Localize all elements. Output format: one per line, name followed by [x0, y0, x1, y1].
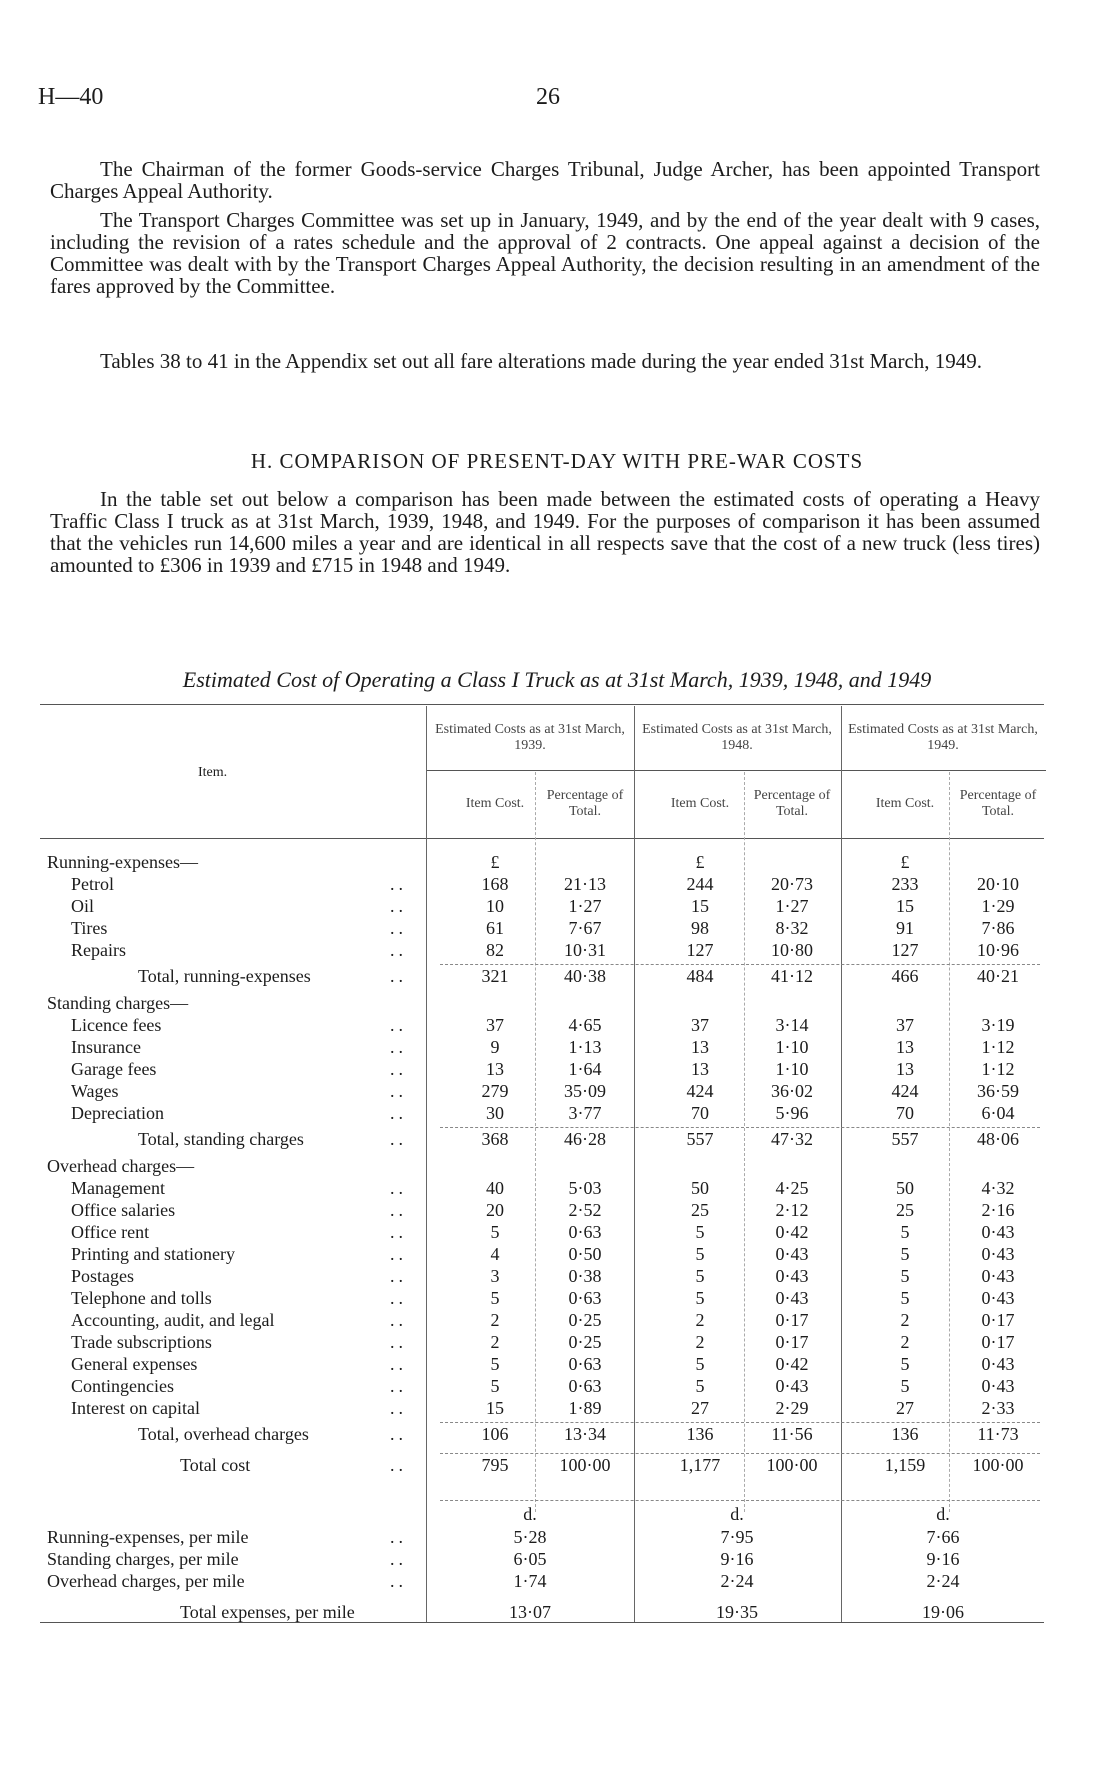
pence-mark: d. [730, 1504, 744, 1524]
per-mile-value: 6·05 [513, 1549, 547, 1569]
group-header: Estimated Costs as at 31st March, 1949. [848, 722, 1038, 753]
percentage-value: 1·64 [568, 1059, 602, 1079]
percentage-value: 4·25 [775, 1178, 809, 1198]
pence-mark: d. [936, 1504, 950, 1524]
item-cost-value: 1,177 [679, 1455, 721, 1475]
percentage-value: 1·13 [568, 1037, 602, 1057]
percentage-value: 0·17 [775, 1310, 809, 1330]
leader-dots: .. [390, 1103, 407, 1123]
item-cost-value: 2 [900, 1332, 910, 1352]
item-cost-value: 82 [486, 940, 504, 960]
column-divider [841, 706, 842, 1622]
percentage-value: 2·33 [981, 1398, 1015, 1418]
item-cost-value: 25 [691, 1200, 709, 1220]
percentage-value: 1·10 [775, 1037, 809, 1057]
row-label: Postages [71, 1266, 134, 1286]
header-bottom-rule [40, 838, 1044, 839]
leader-dots: .. [390, 966, 407, 986]
percentage-header: Percentage of Total. [753, 788, 831, 819]
percentage-value: 2·29 [775, 1398, 809, 1418]
item-cost-value: 5 [490, 1376, 500, 1396]
item-cost-value: 15 [896, 896, 914, 916]
row-label: Tires [71, 918, 108, 938]
item-cost-value: 5 [900, 1288, 910, 1308]
leader-dots: .. [390, 1081, 407, 1101]
item-cost-value: 136 [686, 1424, 714, 1444]
percentage-value: 1·89 [568, 1398, 602, 1418]
percentage-value: 0·25 [568, 1332, 602, 1352]
row-label: Printing and stationery [71, 1244, 235, 1264]
item-cost-value: 9 [490, 1037, 500, 1057]
item-cost-value: 2 [490, 1310, 500, 1330]
percentage-value: 0·42 [775, 1222, 809, 1242]
percentage-value: 0·42 [775, 1354, 809, 1374]
item-cost-value: 98 [691, 918, 709, 938]
percentage-value: 47·32 [771, 1129, 813, 1149]
item-cost-value: 10 [486, 896, 504, 916]
percentage-value: 100·00 [972, 1455, 1024, 1475]
percentage-value: 20·73 [771, 874, 813, 894]
item-cost-value: 424 [891, 1081, 919, 1101]
percentage-value: 3·14 [775, 1015, 809, 1035]
item-cost-value: 13 [896, 1059, 914, 1079]
row-label: Petrol [71, 874, 114, 894]
percentage-value: 40·38 [564, 966, 606, 986]
row-label: Depreciation [71, 1103, 164, 1123]
percentage-value: 1·10 [775, 1059, 809, 1079]
item-cost-value: 557 [891, 1129, 919, 1149]
leader-dots: .. [390, 1310, 407, 1330]
item-cost-value: 321 [481, 966, 509, 986]
percentage-value: 10·31 [564, 940, 606, 960]
item-cost-header: Item Cost. [465, 796, 525, 811]
leader-dots: .. [390, 1059, 407, 1079]
per-mile-value: 5·28 [513, 1527, 547, 1547]
item-cost-value: 4 [490, 1244, 500, 1264]
percentage-value: 20·10 [977, 874, 1019, 894]
total-row-label: Total, standing charges [138, 1129, 304, 1149]
total-rule [440, 964, 1040, 965]
percentage-value: 0·43 [981, 1222, 1015, 1242]
item-cost-value: 13 [486, 1059, 504, 1079]
per-mile-value: 7·66 [926, 1527, 960, 1547]
per-mile-value: 9·16 [720, 1549, 754, 1569]
item-cost-value: 279 [481, 1081, 509, 1101]
leader-dots: .. [390, 1332, 407, 1352]
per-mile-value: 1·74 [513, 1571, 547, 1591]
percentage-value: 5·96 [775, 1103, 809, 1123]
leader-dots: .. [390, 896, 407, 916]
item-cost-value: 5 [695, 1288, 705, 1308]
item-cost-value: 5 [695, 1266, 705, 1286]
item-cost-value: 30 [486, 1103, 504, 1123]
item-cost-value: 484 [686, 966, 714, 986]
percentage-header: Percentage of Total. [959, 788, 1037, 819]
per-mile-value: 13·07 [509, 1602, 551, 1622]
percentage-value: 2·52 [568, 1200, 602, 1220]
percentage-value: 0·17 [775, 1332, 809, 1352]
item-cost-value: 168 [481, 874, 509, 894]
row-label: Repairs [71, 940, 126, 960]
item-cost-value: 50 [691, 1178, 709, 1198]
percentage-value: 100·00 [766, 1455, 818, 1475]
row-label: General expenses [71, 1354, 198, 1374]
percentage-value: 11·56 [771, 1424, 813, 1444]
column-divider [634, 706, 635, 1622]
leader-dots: .. [390, 1129, 407, 1149]
percentage-value: 36·59 [977, 1081, 1019, 1101]
percentage-value: 1·29 [981, 896, 1015, 916]
leader-dots: .. [390, 1200, 407, 1220]
percentage-value: 0·43 [981, 1288, 1015, 1308]
percentage-value: 1·27 [568, 896, 602, 916]
currency-mark: £ [900, 852, 910, 872]
item-cost-value: 5 [900, 1354, 910, 1374]
group-header: Estimated Costs as at 31st March, 1939. [435, 722, 625, 753]
item-cost-header: Item Cost. [670, 796, 730, 811]
percentage-value: 0·17 [981, 1310, 1015, 1330]
row-label: Standing charges, per mile [47, 1549, 239, 1569]
percentage-value: 0·25 [568, 1310, 602, 1330]
paragraph-3: Tables 38 to 41 in the Appendix set out all fare alterations made during the year ended 31st March, 1949. [100, 349, 983, 373]
percentage-value: 0·50 [568, 1244, 602, 1264]
row-label: Telephone and tolls [71, 1288, 212, 1308]
percentage-value: 11·73 [977, 1424, 1019, 1444]
currency-mark: £ [695, 852, 705, 872]
item-cost-value: 2 [900, 1310, 910, 1330]
leader-dots: .. [390, 1354, 407, 1374]
percentage-value: 0·43 [981, 1376, 1015, 1396]
row-label: Interest on capital [71, 1398, 200, 1418]
item-column-header: Item. [198, 765, 228, 780]
percentage-value: 0·63 [568, 1222, 602, 1242]
leader-dots: .. [390, 1266, 407, 1286]
leader-dots: .. [390, 874, 407, 894]
total-row-label: Total, overhead charges [138, 1424, 309, 1444]
row-label: Trade subscriptions [71, 1332, 212, 1352]
currency-mark: £ [490, 852, 500, 872]
item-cost-value: 37 [896, 1015, 914, 1035]
page-number: 26 [536, 84, 560, 110]
leader-dots: .. [390, 1244, 407, 1264]
row-label: Overhead charges, per mile [47, 1571, 245, 1591]
per-mile-value: 2·24 [720, 1571, 754, 1591]
leader-dots: .. [390, 1398, 407, 1418]
item-cost-value: 27 [896, 1398, 914, 1418]
percentage-value: 6·04 [981, 1103, 1015, 1123]
item-cost-value: 5 [900, 1244, 910, 1264]
item-cost-value: 127 [891, 940, 919, 960]
group-header: Estimated Costs as at 31st March, 1948. [642, 722, 832, 753]
total-rule [440, 1453, 1040, 1454]
pence-rule [440, 1500, 1040, 1501]
percentage-value: 7·86 [981, 918, 1015, 938]
percentage-value: 10·80 [771, 940, 813, 960]
item-cost-value: 15 [486, 1398, 504, 1418]
item-cost-value: 2 [695, 1332, 705, 1352]
item-cost-value: 424 [686, 1081, 714, 1101]
item-cost-value: 795 [481, 1455, 509, 1475]
item-cost-value: 5 [695, 1244, 705, 1264]
percentage-value: 0·43 [775, 1288, 809, 1308]
leader-dots: .. [390, 1549, 407, 1569]
item-cost-value: 50 [896, 1178, 914, 1198]
row-group-label: Running-expenses— [47, 852, 198, 872]
row-label: Management [71, 1178, 165, 1198]
total-row-label: Total, running-expenses [138, 966, 311, 986]
leader-dots: .. [390, 918, 407, 938]
item-cost-value: 5 [695, 1376, 705, 1396]
percentage-value: 4·65 [568, 1015, 602, 1035]
item-cost-value: 61 [486, 918, 504, 938]
row-label: Running-expenses, per mile [47, 1527, 249, 1547]
row-group-label: Standing charges— [47, 993, 189, 1013]
table-title: Estimated Cost of Operating a Class I Truck as at 31st March, 1939, 1948, and 1949 [182, 667, 932, 692]
percentage-value: 0·43 [981, 1244, 1015, 1264]
row-label: Licence fees [71, 1015, 162, 1035]
percentage-value: 1·27 [775, 896, 809, 916]
item-cost-value: 136 [891, 1424, 919, 1444]
item-cost-value: 1,159 [884, 1455, 926, 1475]
total-rule [440, 1127, 1040, 1128]
percentage-value: 3·77 [568, 1103, 602, 1123]
item-cost-value: 13 [691, 1037, 709, 1057]
leader-dots: .. [390, 1015, 407, 1035]
item-cost-value: 70 [691, 1103, 709, 1123]
item-cost-value: 5 [490, 1354, 500, 1374]
row-label: Insurance [71, 1037, 141, 1057]
percentage-value: 100·00 [559, 1455, 611, 1475]
item-cost-value: 37 [486, 1015, 504, 1035]
per-mile-value: 9·16 [926, 1549, 960, 1569]
percentage-value: 0·43 [981, 1266, 1015, 1286]
item-cost-value: 70 [896, 1103, 914, 1123]
item-cost-value: 5 [490, 1288, 500, 1308]
row-label: Wages [71, 1081, 119, 1101]
item-cost-value: 5 [695, 1222, 705, 1242]
percentage-value: 0·38 [568, 1266, 602, 1286]
row-label: Office rent [71, 1222, 150, 1242]
item-cost-value: 5 [900, 1222, 910, 1242]
item-cost-value: 13 [896, 1037, 914, 1057]
item-cost-value: 5 [900, 1266, 910, 1286]
percentage-value: 0·63 [568, 1354, 602, 1374]
percentage-value: 40·21 [977, 966, 1019, 986]
leader-dots: .. [390, 940, 407, 960]
total-row-label: Total cost [180, 1455, 251, 1475]
percentage-value: 21·13 [564, 874, 606, 894]
percentage-value: 7·67 [568, 918, 602, 938]
percentage-value: 2·16 [981, 1200, 1015, 1220]
per-mile-value: 2·24 [926, 1571, 960, 1591]
item-cost-value: 2 [490, 1332, 500, 1352]
percentage-value: 0·43 [775, 1266, 809, 1286]
item-cost-value: 40 [486, 1178, 504, 1198]
percentage-value: 2·12 [775, 1200, 809, 1220]
item-cost-value: 5 [900, 1376, 910, 1396]
percentage-value: 1·12 [981, 1037, 1015, 1057]
percentage-value: 8·32 [775, 918, 809, 938]
percentage-value: 46·28 [564, 1129, 606, 1149]
leader-dots: .. [390, 1222, 407, 1242]
column-divider [426, 706, 427, 1622]
leader-dots: .. [390, 1037, 407, 1057]
item-cost-value: 5 [695, 1354, 705, 1374]
percentage-value: 0·17 [981, 1332, 1015, 1352]
percentage-value: 0·63 [568, 1288, 602, 1308]
item-cost-value: 20 [486, 1200, 504, 1220]
item-cost-value: 2 [695, 1310, 705, 1330]
percentage-value: 36·02 [771, 1081, 813, 1101]
percentage-value: 48·06 [977, 1129, 1019, 1149]
percentage-value: 35·09 [564, 1081, 606, 1101]
percentage-value: 41·12 [771, 966, 813, 986]
row-label: Garage fees [71, 1059, 157, 1079]
percentage-value: 0·63 [568, 1376, 602, 1396]
per-mile-value: 19·35 [716, 1602, 758, 1622]
leader-dots: .. [390, 1288, 407, 1308]
item-cost-value: 368 [481, 1129, 509, 1149]
percentage-value: 10·96 [977, 940, 1019, 960]
table-top-rule [40, 704, 1044, 705]
paragraph-2: The Transport Charges Committee was set up in January, 1949, and by the end of the year dealt with 9 cases, including the revision of a rates schedule and the approval of 2 contracts. One appeal against a decision of the Committee was dealt with by the Transport Charges Appeal Authority, the decision resulting in an amendment of the fares approved by the Committee. [50, 208, 1040, 298]
item-cost-value: 5 [490, 1222, 500, 1242]
per-mile-value: 19·06 [922, 1602, 964, 1622]
leader-dots: .. [390, 1424, 407, 1444]
item-cost-value: 37 [691, 1015, 709, 1035]
row-label: Accounting, audit, and legal [71, 1310, 275, 1330]
paragraph-1: The Chairman of the former Goods-service Charges Tribunal, Judge Archer, has been appointed Transport Charges Appeal Authority. [50, 157, 1040, 203]
item-cost-value: 557 [686, 1129, 714, 1149]
item-cost-value: 244 [686, 874, 714, 894]
header-mid-rule [426, 770, 1046, 771]
leader-dots: .. [390, 1455, 407, 1475]
row-label: Contingencies [71, 1376, 174, 1396]
row-label: Office salaries [71, 1200, 176, 1220]
item-cost-value: 91 [896, 918, 914, 938]
percentage-value: 4·32 [981, 1178, 1015, 1198]
item-cost-value: 13 [691, 1059, 709, 1079]
total-row-label: Total expenses, per mile [180, 1602, 355, 1622]
percentage-value: 0·43 [775, 1244, 809, 1264]
item-cost-value: 233 [891, 874, 919, 894]
pence-mark: d. [523, 1504, 537, 1524]
percentage-value: 13·34 [564, 1424, 606, 1444]
section-paragraph: In the table set out below a comparison has been made between the estimated costs of operating a Heavy Traffic Class I truck as at 31st March, 1939, 1948, and 1949. For the purposes of comparison it has been assumed that the vehicles run 14,600 miles a year and are identical in all respects save that the cost of a new truck (less tires) amounted to £306 in 1939 and £715 in 1948 and 1949. [50, 487, 1040, 577]
percentage-value: 3·19 [981, 1015, 1015, 1035]
item-cost-value: 106 [481, 1424, 509, 1444]
section-title: H. COMPARISON OF PRESENT-DAY WITH PRE-WAR COSTS [250, 449, 864, 473]
row-label: Oil [71, 896, 95, 916]
leader-dots: .. [390, 1571, 407, 1591]
percentage-value: 5·03 [568, 1178, 602, 1198]
item-cost-header: Item Cost. [875, 796, 935, 811]
row-group-label: Overhead charges— [47, 1156, 195, 1176]
item-cost-value: 466 [891, 966, 919, 986]
item-cost-value: 127 [686, 940, 714, 960]
total-rule [440, 1422, 1040, 1423]
leader-dots: .. [390, 1376, 407, 1396]
percentage-header: Percentage of Total. [546, 788, 624, 819]
item-cost-value: 27 [691, 1398, 709, 1418]
leader-dots: .. [390, 1178, 407, 1198]
per-mile-value: 7·95 [720, 1527, 754, 1547]
item-cost-value: 25 [896, 1200, 914, 1220]
item-cost-value: 3 [490, 1266, 500, 1286]
percentage-value: 0·43 [775, 1376, 809, 1396]
percentage-value: 0·43 [981, 1354, 1015, 1374]
document-reference: H—40 [38, 84, 104, 110]
leader-dots: .. [390, 1527, 407, 1547]
percentage-value: 1·12 [981, 1059, 1015, 1079]
item-cost-value: 15 [691, 896, 709, 916]
